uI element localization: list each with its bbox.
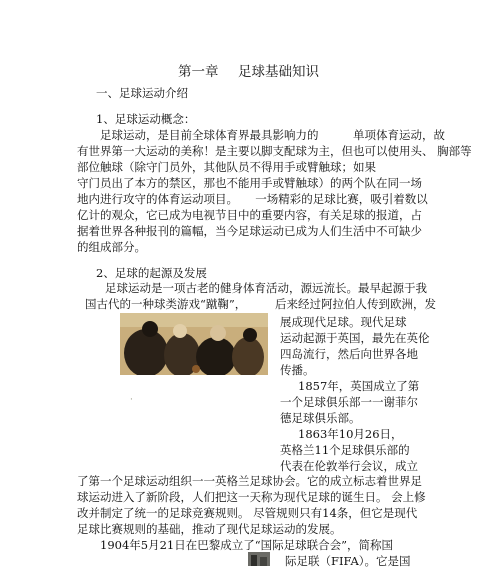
section-heading-intro: 一、足球运动介绍: [96, 86, 188, 100]
side-line: 代表在伦敦举行会议，成立: [280, 459, 418, 473]
paragraph-line: 的组成部分。: [77, 240, 146, 254]
side-line: 1857年，英国成立了第: [298, 379, 420, 393]
paragraph-line: 有世界第一大运动的美称！是主要以脚支配球为主，但也可以使用头、 胸部等: [77, 144, 472, 158]
side-line: 际足联（FIFA）。它是国: [285, 554, 411, 568]
chapter-number: 第一章: [178, 64, 219, 80]
paragraph-line: 足球比赛规则的基础，推动了现代足球运动的发展。: [77, 522, 342, 536]
paragraph-line: 国古代的一种球类游戏“蹴鞠”， 后来经过阿拉伯人传到欧洲，发: [85, 297, 437, 311]
paragraph-line: 亿计的观众，它已成为电视节目中的重要内容，有关足球的报道，占: [77, 208, 422, 222]
paragraph-line: 了第一个足球运动组织一一英格兰足球协会。它的成立标志着世界足: [77, 474, 422, 488]
paragraph-line: 守门员出了本方的禁区，那也不能用手或臂触球）的两个队在同一场: [77, 176, 422, 190]
side-line: 一个足球俱乐部一一谢菲尔: [280, 395, 418, 409]
paragraph-line: 部位触球（除守门员外，其他队员不得用手或臂触球；如果: [77, 160, 376, 174]
ancient-cuju-painting: [120, 313, 268, 375]
paragraph-line: 足球运动，是目前全球体育界最具影响力的 单项体育运动，故: [100, 128, 445, 142]
side-line: 英格兰11个足球俱乐部的: [280, 443, 410, 457]
side-line: 四岛流行，然后向世界各地: [280, 347, 418, 361]
side-line: 德足球俱乐部。: [280, 411, 361, 425]
chapter-title: 足球基础知识: [238, 64, 319, 80]
side-line: 运动起源于英国，最先在英伦: [280, 331, 430, 345]
paragraph-line: 改并制定了统一的足球竞赛规则。 尽管规则只有14条，但它是现代: [77, 506, 418, 520]
paragraph-line: 球运动进入了新阶段，人们把这一天称为现代足球的诞生日。 会上修: [77, 490, 426, 504]
side-line: 1863年10月26日，: [298, 427, 403, 441]
side-line: 展成现代足球。现代足球: [280, 315, 407, 329]
paragraph-line: 足球运动是一项古老的健身体育活动，源远流长。最早起源于我: [105, 281, 427, 295]
decorative-dot: ·: [130, 395, 133, 405]
side-line: 传播。: [280, 363, 315, 377]
subsection-heading-concept: 1、足球运动概念：: [96, 112, 196, 126]
paragraph-line: 据着世界各种报刊的篇幅，当今足球运动已成为人们生活中不可缺少: [77, 224, 422, 238]
vintage-football-photo: [248, 552, 270, 566]
paragraph-line: 地内进行攻守的体育运动项目。 一场精彩的足球比赛，吸引着数以: [77, 192, 428, 206]
section-heading-origin: 2、足球的起源及发展: [96, 266, 207, 280]
paragraph-line: 1904年5月21日在巴黎成立了“国际足球联合会”，简称国: [100, 538, 393, 552]
